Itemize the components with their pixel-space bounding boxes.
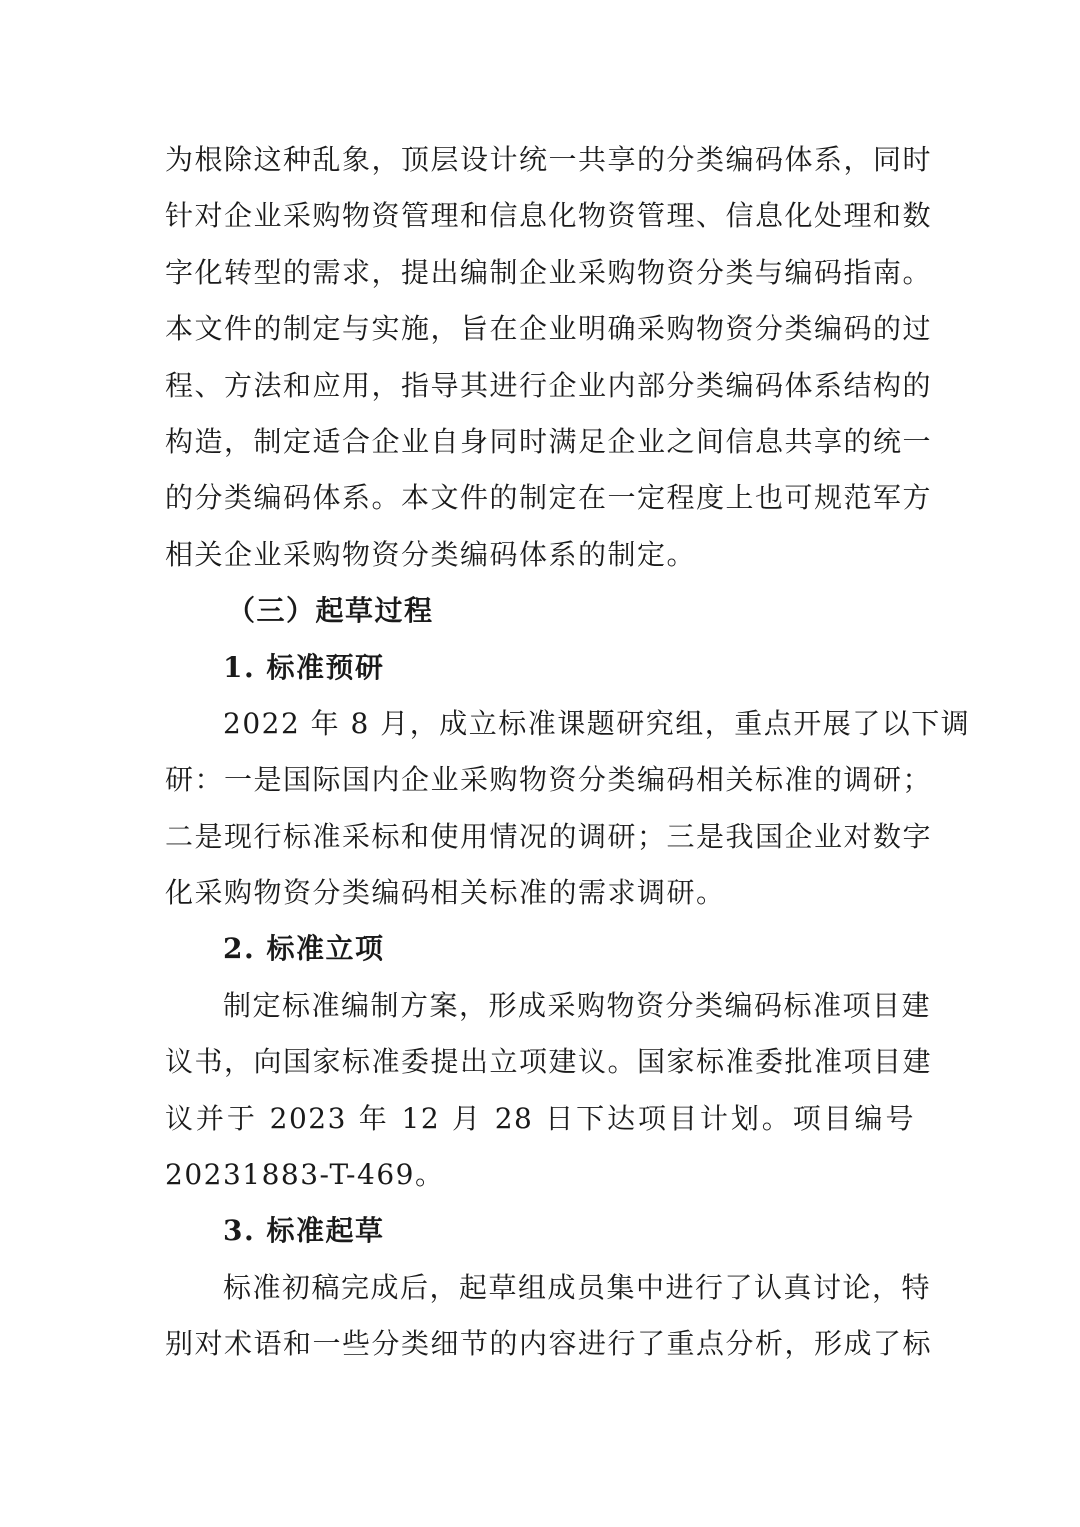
paragraph-line: 本文件的制定与实施，旨在企业明确采购物资分类编码的过 (165, 312, 933, 346)
paragraph-line: 相关企业采购物资分类编码体系的制定。 (165, 537, 697, 571)
paragraph-line: 研：一是国际国内企业采购物资分类编码相关标准的调研； (165, 763, 933, 797)
paragraph-line: 程、方法和应用，指导其进行企业内部分类编码体系结构的 (165, 368, 933, 402)
subsection-heading: 2. 标准立项 (223, 932, 385, 966)
paragraph-line: 别对术语和一些分类细节的内容进行了重点分析，形成了标 (165, 1327, 933, 1361)
paragraph-line: 构造，制定适合企业自身同时满足企业之间信息共享的统一 (165, 424, 933, 458)
paragraph-line: 20231883-T-469。 (165, 1158, 445, 1192)
paragraph-line: 制定标准编制方案，形成采购物资分类编码标准项目建 (223, 988, 932, 1022)
paragraph-line: 化采购物资分类编码相关标准的需求调研。 (165, 876, 726, 910)
paragraph-line: 针对企业采购物资管理和信息化物资管理、信息化处理和数 (165, 199, 933, 233)
paragraph-line: 标准初稿完成后，起草组成员集中进行了认真讨论，特 (223, 1270, 932, 1304)
subsection-heading: 1. 标准预研 (223, 650, 385, 684)
paragraph-line: 为根除这种乱象，顶层设计统一共享的分类编码体系，同时 (165, 143, 933, 176)
paragraph-line: 议并于 2023 年 12 月 28 日下达项目计划。项目编号 (165, 1101, 915, 1135)
section-heading: （三）起草过程 (227, 594, 434, 628)
subsection-heading: 3. 标准起草 (223, 1214, 385, 1248)
document-body (165, 132, 971, 1373)
paragraph-line: 的分类编码体系。本文件的制定在一定程度上也可规范军方 (165, 481, 933, 515)
paragraph-line: 议书，向国家标准委提出立项建议。国家标准委批准项目建 (165, 1045, 933, 1079)
paragraph-line: 二是现行标准采标和使用情况的调研；三是我国企业对数字 (165, 819, 933, 853)
paragraph-line: 2022 年 8 月，成立标准课题研究组，重点开展了以下调 (223, 706, 971, 740)
paragraph-line: 字化转型的需求，提出编制企业采购物资分类与编码指南。 (165, 255, 933, 289)
